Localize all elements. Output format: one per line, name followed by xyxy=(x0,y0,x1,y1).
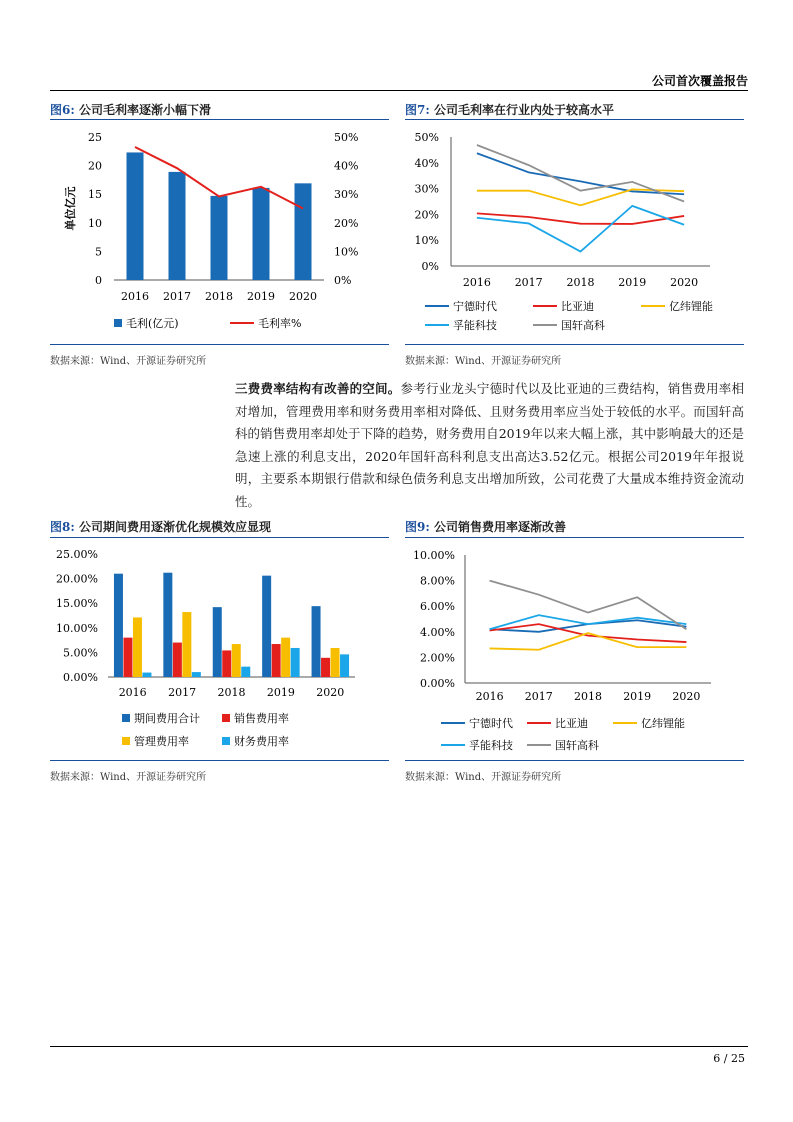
fig8-bar-0-3 xyxy=(262,576,271,677)
fig6-right-tick-2: 20% xyxy=(334,216,359,230)
fig8-bar-2-3 xyxy=(281,638,290,677)
fig8-bar-1-4 xyxy=(321,658,330,677)
fig8-bar-2-2 xyxy=(232,644,241,677)
fig9-xtick-2: 2018 xyxy=(574,690,602,703)
footer-rule xyxy=(50,1046,748,1047)
fig8-tick-1: 5.00% xyxy=(63,646,98,660)
fig6-left-tick-4: 20 xyxy=(88,159,102,173)
fig6-chart xyxy=(50,120,389,342)
fig6-right-tick-0: 0% xyxy=(334,274,352,287)
fig8-bar-3-1 xyxy=(192,672,201,677)
fig6-number: 图6: xyxy=(50,103,75,117)
fig9-source: 数据来源：Wind、开源证券研究所 xyxy=(405,772,562,783)
fig8-tick-4: 20.00% xyxy=(56,572,98,586)
fig8-bar-3-2 xyxy=(241,667,250,677)
fig8-xtick-1: 2017 xyxy=(168,686,197,699)
fig7-tick-1: 10% xyxy=(414,234,439,248)
fig6-right-tick-3: 30% xyxy=(334,188,359,202)
fig6-right-tick-5: 50% xyxy=(334,131,359,144)
fig8-bar-1-0 xyxy=(123,638,132,677)
fig6-xtick-4: 2020 xyxy=(289,290,317,303)
fig9-tick-2: 4.00% xyxy=(420,625,455,639)
fig7-tick-5: 50% xyxy=(414,131,439,144)
fig8-tick-3: 15.00% xyxy=(56,597,98,611)
fig8-bar-0-0 xyxy=(114,574,123,677)
fig8-legend-2-swatch xyxy=(122,737,130,745)
fig8-title-text: 公司期间费用逐渐优化规模效应显现 xyxy=(78,520,271,534)
fig6-right-tick-1: 10% xyxy=(334,245,359,259)
fig6-bar-3 xyxy=(253,188,270,280)
fig8-bar-2-4 xyxy=(331,648,340,677)
fig8-legend-3-label: 财务费用率 xyxy=(234,735,289,748)
fig8-legend-2-label: 管理费用率 xyxy=(134,735,189,748)
fig8-xtick-3: 2019 xyxy=(266,686,295,699)
fig7-tick-0: 0% xyxy=(421,260,439,273)
fig7-line-0 xyxy=(477,153,684,194)
fig7-xtick-3: 2019 xyxy=(618,276,647,289)
fig6-ylabel: 单位亿元 xyxy=(64,186,77,231)
fig7-tick-4: 40% xyxy=(414,156,439,170)
fig7-legend-3-label: 孚能科技 xyxy=(453,319,497,332)
fig6-bar-4 xyxy=(295,183,312,280)
fig7-tick-3: 30% xyxy=(414,182,439,196)
fig8-title xyxy=(50,518,271,535)
fig8-xtick-4: 2020 xyxy=(316,686,345,699)
report-header-title: 公司首次覆盖报告 xyxy=(651,74,748,88)
fig8-bar-3-3 xyxy=(291,648,300,677)
fig9-number: 图9: xyxy=(405,520,430,534)
fig6-legend-line-label: 毛利率% xyxy=(258,317,302,330)
fig8-bar-1-1 xyxy=(173,643,182,677)
fig6-xtick-1: 2017 xyxy=(163,290,191,303)
fig8-chart xyxy=(50,538,389,758)
fig6-left-tick-0: 0 xyxy=(95,274,102,287)
fig7-legend-4-label: 国轩高科 xyxy=(561,319,605,332)
body-lead: 三费费率结构有改善的空间。 xyxy=(235,381,401,396)
fig8-legend-0-swatch xyxy=(122,714,130,722)
fig9-tick-0: 0.00% xyxy=(420,677,455,690)
fig7-line-3 xyxy=(477,206,684,252)
fig9-xtick-0: 2016 xyxy=(475,690,504,703)
fig9-legend-3-label: 孚能科技 xyxy=(469,739,513,752)
fig8-tick-5: 25.00% xyxy=(56,548,98,561)
body-paragraph xyxy=(235,378,744,514)
fig9-xtick-3: 2019 xyxy=(623,690,652,703)
fig6-bar-1 xyxy=(169,172,186,280)
fig8-tick-2: 10.00% xyxy=(56,621,98,635)
fig9-legend-4-label: 国轩高科 xyxy=(555,739,599,752)
fig9-xtick-1: 2017 xyxy=(524,690,553,703)
fig8-bar-0-4 xyxy=(312,606,321,677)
fig9-tick-4: 8.00% xyxy=(420,574,455,588)
header-rule xyxy=(50,90,748,91)
fig7-title xyxy=(405,101,614,118)
fig6-source: 数据来源：Wind、开源证券研究所 xyxy=(50,356,207,367)
fig8-bar-1-3 xyxy=(272,644,281,677)
fig7-tick-2: 20% xyxy=(414,208,439,222)
fig9-tick-1: 2.00% xyxy=(420,651,455,665)
fig6-left-tick-3: 15 xyxy=(88,188,102,202)
fig7-legend-0-label: 宁德时代 xyxy=(453,300,497,313)
fig9-title xyxy=(405,518,566,535)
fig9-title-text: 公司销售费用率逐渐改善 xyxy=(433,520,566,534)
fig7-number: 图7: xyxy=(405,103,430,117)
fig7-xtick-1: 2017 xyxy=(514,276,543,289)
fig6-title xyxy=(50,101,211,118)
fig6-right-tick-4: 40% xyxy=(334,159,359,173)
fig8-xtick-2: 2018 xyxy=(217,686,246,699)
fig8-bar-2-1 xyxy=(182,612,191,677)
fig6-left-tick-1: 5 xyxy=(95,245,102,259)
fig9-legend-2-label: 亿纬锂能 xyxy=(641,717,685,730)
fig6-title-text: 公司毛利率逐渐小幅下滑 xyxy=(78,103,211,117)
fig8-bar-0-1 xyxy=(163,573,172,677)
fig6-xtick-3: 2019 xyxy=(247,290,275,303)
fig7-source: 数据来源：Wind、开源证券研究所 xyxy=(405,356,562,367)
fig8-legend-0-label: 期间费用合计 xyxy=(134,712,200,725)
fig8-bar-3-4 xyxy=(340,654,349,677)
fig6-legend-bar-label: 毛利(亿元) xyxy=(126,317,179,330)
fig7-title-text: 公司毛利率在行业内处于较高水平 xyxy=(433,103,614,117)
fig9-tick-5: 10.00% xyxy=(413,549,455,562)
fig7-xtick-4: 2020 xyxy=(670,276,699,289)
fig9-legend-1-label: 比亚迪 xyxy=(555,717,588,730)
fig7-legend-1-label: 比亚迪 xyxy=(561,300,594,313)
fig7-xtick-2: 2018 xyxy=(566,276,595,289)
fig8-legend-1-label: 销售费用率 xyxy=(234,712,289,725)
fig7-line-1 xyxy=(477,213,684,224)
fig8-source: 数据来源：Wind、开源证券研究所 xyxy=(50,772,207,783)
fig6-legend-bar-swatch xyxy=(114,319,122,327)
fig8-bar-1-2 xyxy=(222,650,231,677)
fig6-xtick-2: 2018 xyxy=(205,290,233,303)
fig8-legend-1-swatch xyxy=(222,714,230,722)
fig8-legend-3-swatch xyxy=(222,737,230,745)
fig9-xtick-4: 2020 xyxy=(672,690,701,703)
fig8-bar-3-0 xyxy=(142,673,151,677)
fig6-left-tick-2: 10 xyxy=(88,216,102,230)
fig8-number: 图8: xyxy=(50,520,75,534)
fig8-tick-0: 0.00% xyxy=(63,671,98,684)
fig6-left-tick-5: 25 xyxy=(88,131,102,144)
fig8-bar-0-2 xyxy=(213,607,222,677)
fig7-xtick-0: 2016 xyxy=(462,276,491,289)
fig7-legend-2-label: 亿纬锂能 xyxy=(669,300,713,313)
fig6-xtick-0: 2016 xyxy=(121,290,149,303)
fig8-bar-2-0 xyxy=(133,617,142,677)
page-number: 6 / 25 xyxy=(713,1052,745,1065)
fig7-chart xyxy=(405,120,744,342)
fig6-bar-2 xyxy=(211,196,228,280)
fig6-bar-0 xyxy=(127,152,144,280)
fig9-chart xyxy=(405,538,744,758)
fig9-legend-0-label: 宁德时代 xyxy=(469,717,513,730)
body-text: 参考行业龙头宁德时代以及比亚迪的三费结构，销售费用率相对增加，管理费用率和财务费用率相对降低、且财务费用率应当处于较低的水平。而国轩高科的销售费用率却处于下降的趋势，财务费用自2019年以来大幅上涨，其中影响最大的还是急速上涨的利息支出，2020年国轩高科利息支出高达3.52亿元。根据公司2019年年报说明，主要系本期银行借款和绿色债务利息支出增加所致，公司花费了大量成本维持资金流动性。 xyxy=(235,381,744,509)
fig9-tick-3: 6.00% xyxy=(420,600,455,614)
fig8-xtick-0: 2016 xyxy=(118,686,147,699)
